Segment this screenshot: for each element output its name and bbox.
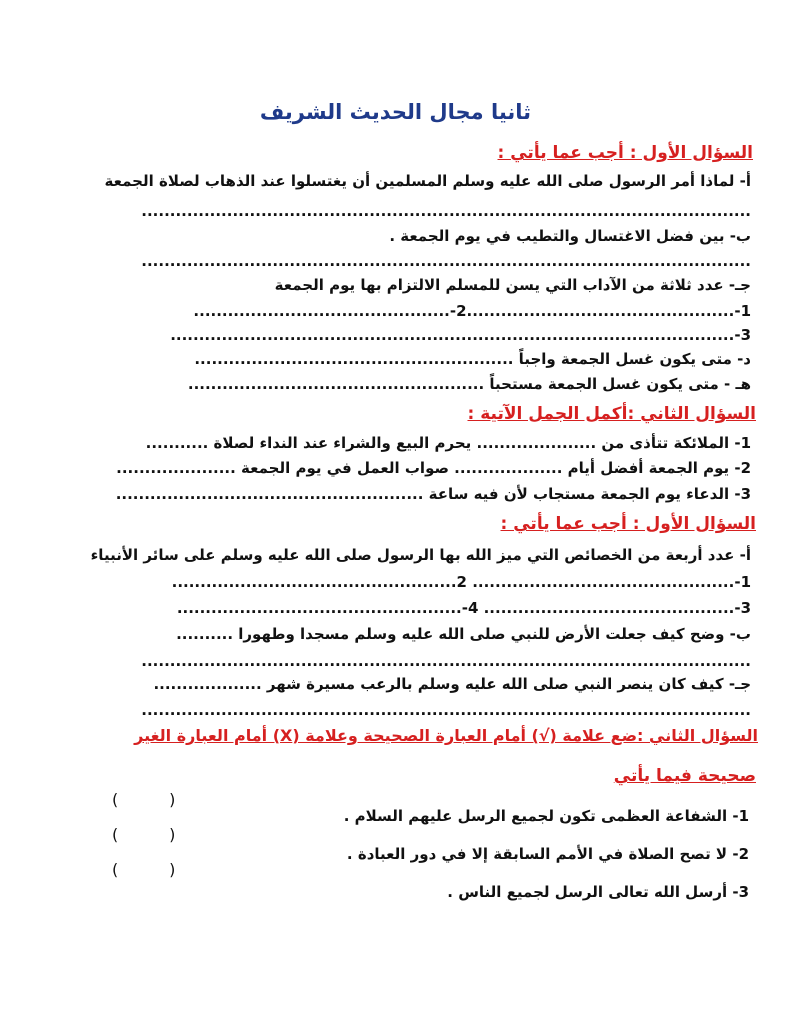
s2-line-2: 2- يوم الجمعة أفضل أيام ................... صواب العمل في يوم الجمعة .....................: [116, 459, 751, 477]
s4-statement-2: 2- لا تصح الصلاة في الأمم السابقة إلا في دور العبادة .: [346, 845, 749, 863]
s1-line-9: هـ - متى يكون غسل الجمعة مستحباً ....................................................: [187, 375, 751, 393]
s1-line-6: 1-...............................................2-.............................................: [193, 302, 751, 320]
s1-line-4: ...........................................................................................................: [141, 252, 751, 270]
s3-line-2: 1-.............................................. 2..................................................: [171, 573, 751, 591]
s1-line-3: ب- بين فضل الاغتسال والتطيب في يوم الجمعة .: [389, 227, 751, 245]
section3-heading: السؤال الأول : أجب عما يأتي :: [500, 514, 756, 534]
s3-line-1: أ- عدد أربعة من الخصائص التي ميز الله بها الرسول صلى الله عليه وسلم على سائر الأنبياء: [90, 546, 751, 564]
section1-heading: السؤال الأول : أجب عما يأتي :: [497, 143, 753, 163]
s3-line-6: جـ- كيف كان ينصر النبي صلى الله عليه وسلم بالرعب مسيرة شهر ...................: [153, 675, 751, 693]
s1-line-8: د- متى يكون غسل الجمعة واجباً ........................................................: [194, 350, 751, 368]
s1-line-1: أ- لماذا أمر الرسول صلى الله عليه وسلم المسلمين أن يغتسلوا عند الذهاب لصلاة الجمعة: [104, 172, 751, 190]
s4-statement-3: 3- أرسل الله تعالى الرسل لجميع الناس .: [447, 883, 749, 901]
section2-heading: السؤال الثاني :أكمل الجمل الآتية :: [467, 404, 756, 424]
s3-line-4: ب- وضح كيف جعلت الأرض للنبي صلى الله عليه وسلم مسجدا وطهورا ..........: [176, 625, 751, 643]
s1-line-7: 3-...................................................................................................: [170, 326, 751, 344]
answer-box-2[interactable]: ( ): [112, 825, 176, 844]
s2-line-3: 3- الدعاء يوم الجمعة مستجاب لأن فيه ساعة ......................................................: [115, 485, 751, 503]
s3-line-3: 3-............................................ 4-..................................................: [176, 599, 751, 617]
s1-line-2: ...........................................................................................................: [141, 202, 751, 220]
s1-line-5: جـ- عدد ثلاثة من الآداب التي يسن للمسلم الالتزام بها يوم الجمعة: [274, 276, 751, 294]
answer-box-1[interactable]: ( ): [112, 790, 176, 809]
s3-line-5: ...........................................................................................................: [141, 652, 751, 670]
s2-line-1: 1- الملائكة تتأذى من ..................... يحرم البيع والشراء عند النداء لصلاة ...........: [145, 434, 751, 452]
answer-box-3[interactable]: ( ): [112, 860, 176, 879]
section4-heading-continued: صحيحة فيما يأتي: [613, 766, 756, 786]
section4-heading: السؤال الثاني :ضع علامة (√) أمام العبارة الصحيحة وعلامة (X) أمام العبارة الغير: [134, 726, 758, 745]
page-title: ثانيا مجال الحديث الشريف: [259, 100, 532, 124]
s3-line-7: ...........................................................................................................: [141, 701, 751, 719]
s4-statement-1: 1- الشفاعة العظمى تكون لجميع الرسل عليهم السلام .: [343, 807, 749, 825]
